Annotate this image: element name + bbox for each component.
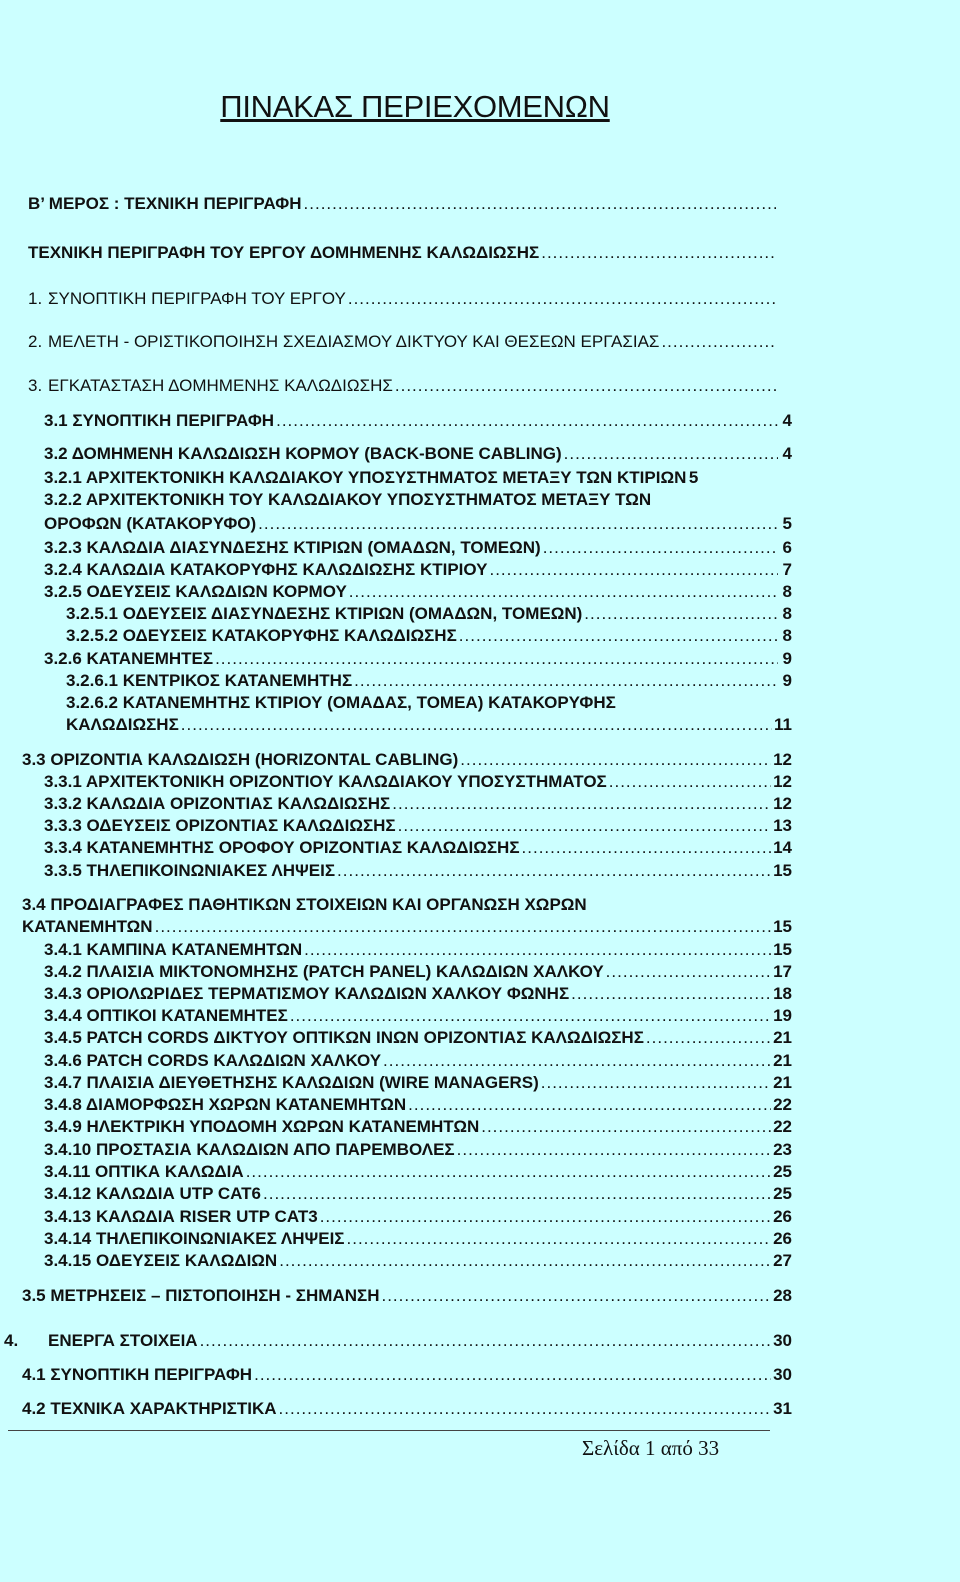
toc-leader-dots: [459, 625, 778, 647]
toc-entry[interactable]: [28, 288, 790, 310]
toc-leader-dots: [304, 939, 771, 961]
toc-leader-dots: [348, 288, 776, 310]
toc-entry-page: 28: [773, 1286, 792, 1305]
footer-divider: [8, 1430, 770, 1431]
toc-entry[interactable]: [44, 467, 792, 489]
toc-entry-title: 3.4.6 PATCH CORDS ΚΑΛΩΔΙΩΝ ΧΑΛΚΟΥ: [44, 1051, 382, 1070]
toc-leader-dots: [254, 1364, 771, 1386]
toc-leader-dots: [258, 513, 778, 535]
toc-leader-dots: [347, 1228, 772, 1250]
toc-entry[interactable]: [44, 1005, 792, 1027]
toc-entry-page: 21: [773, 1028, 792, 1047]
toc-entry-page: 23: [773, 1140, 792, 1159]
toc-leader-dots: [354, 670, 778, 692]
toc-entry-title: 3.5 ΜΕΤΡΗΣΕΙΣ – ΠΙΣΤΟΠΟΙΗΣΗ - ΣΗΜΑΝΣΗ: [22, 1286, 380, 1305]
toc-leader-dots: [609, 771, 771, 793]
toc-entry-page: 15: [773, 861, 792, 880]
toc-entry-title: ΚΑΛΩΔΙΩΣΗΣ: [66, 715, 179, 734]
toc-leader-dots: [481, 1116, 771, 1138]
toc-entry[interactable]: [22, 749, 792, 771]
toc-entry[interactable]: [44, 1094, 792, 1116]
toc-leader-dots: [541, 1072, 771, 1094]
toc-entry-title: 3.4.4 ΟΠΤΙΚΟΙ ΚΑΤΑΝΕΜΗΤΕΣ: [44, 1006, 288, 1025]
toc-entry-title: 3.4.12 ΚΑΛΩΔΙΑ UTP CAT6: [44, 1184, 261, 1203]
toc-entry-page: 15: [773, 917, 792, 936]
toc-leader-dots: [522, 837, 772, 859]
toc-entry-title: 3.2.6.1 ΚΕΝΤΡΙΚΟΣ ΚΑΤΑΝΕΜΗΤΗΣ: [66, 671, 353, 690]
toc-entry-title: 3.4.14 ΤΗΛΕΠΙΚΟΙΝΩΝΙΑΚΕΣ ΛΗΨΕΙΣ: [44, 1229, 345, 1248]
toc-entry-page: 26: [773, 1229, 792, 1248]
toc-entry[interactable]: [22, 916, 792, 938]
toc-entry-page: 5: [782, 514, 792, 533]
toc-entry-page: 4: [782, 444, 792, 463]
toc-entry-page: 22: [773, 1117, 792, 1136]
toc-entry[interactable]: [22, 1285, 792, 1307]
toc-leader-dots: [398, 815, 771, 837]
toc-entry[interactable]: [44, 648, 792, 670]
toc-entry-title: 3.4.10 ΠΡΟΣΤΑΣΙΑ ΚΑΛΩΔΙΩΝ ΑΠΟ ΠΑΡΕΜΒΟΛΕΣ: [44, 1140, 455, 1159]
toc-entry[interactable]: [44, 1027, 792, 1049]
toc-entry-title: 3.2.3 ΚΑΛΩΔΙΑ ΔΙΑΣΥΝΔΕΣΗΣ ΚΤΙΡΙΩΝ (ΟΜΑΔΩΝ, ΤΟΜΕΩΝ): [44, 538, 541, 557]
toc-entry-page: 7: [782, 560, 792, 579]
toc-leader-dots: [661, 331, 776, 353]
toc-entry[interactable]: [44, 771, 792, 793]
toc-entry-title: 3.3.5 ΤΗΛΕΠΙΚΟΙΝΩΝΙΑΚΕΣ ΛΗΨΕΙΣ: [44, 861, 336, 880]
toc-entry[interactable]: [22, 1398, 792, 1420]
toc-leader-dots: [395, 375, 776, 397]
toc-entry-title: 3.2.5.2 ΟΔΕΥΣΕΙΣ ΚΑΤΑΚΟΡΥΦΗΣ ΚΑΛΩΔΙΩΣΗΣ: [66, 626, 457, 645]
toc-entry-title: 3.1 ΣΥΝΟΠΤΙΚΗ ΠΕΡΙΓΡΑΦΗ: [44, 411, 275, 430]
toc-entry[interactable]: [44, 793, 792, 815]
toc-entry-page: 8: [782, 626, 792, 645]
toc-leader-dots: [246, 1161, 771, 1183]
toc-entry-page: 12: [773, 794, 792, 813]
toc-entry-title: ΣΥΝΟΠΤΙΚΗ ΠΕΡΙΓΡΑΦΗ ΤΟΥ ΕΡΓΟΥ: [48, 289, 346, 308]
toc-entry-page: 5: [688, 468, 699, 487]
toc-leader-dots: [543, 537, 778, 559]
toc-leader-dots: [381, 1285, 771, 1307]
toc-entry-page: 27: [773, 1251, 792, 1270]
toc-entry-page: 30: [773, 1331, 792, 1350]
toc-entry-title: 3.2.5.1 ΟΔΕΥΣΕΙΣ ΔΙΑΣΥΝΔΕΣΗΣ ΚΤΙΡΙΩΝ (ΟΜΑΔΩΝ, ΤΟΜΕΩΝ): [66, 604, 583, 623]
toc-entry-line[interactable]: 3.4 ΠΡΟΔΙΑΓΡΑΦΕΣ ΠΑΘΗΤΙΚΩΝ ΣΤΟΙΧΕΙΩΝ ΚΑΙ ΟΡΓΑΝΩΣΗ ΧΩΡΩΝ: [22, 895, 587, 914]
toc-entry-title: 3.4.8 ΔΙΑΜΟΡΦΩΣΗ ΧΩΡΩΝ ΚΑΤΑΝΕΜΗΤΩΝ: [44, 1095, 407, 1114]
toc-leader-dots: [571, 983, 771, 1005]
toc-leader-dots: [606, 961, 771, 983]
toc-leader-dots: [646, 1027, 771, 1049]
toc-entry[interactable]: [28, 331, 790, 353]
toc-entry-line[interactable]: 3.2.6.2 ΚΑΤΑΝΕΜΗΤΗΣ ΚΤΙΡΙΟΥ (ΟΜΑΔΑΣ, ΤΟΜΕΑ) ΚΑΤΑΚΟΡΥΦΗΣ: [66, 693, 616, 712]
toc-entry-title: 3.2.4 ΚΑΛΩΔΙΑ ΚΑΤΑΚΟΡΥΦΗΣ ΚΑΛΩΔΙΩΣΗΣ ΚΤΙΡΙΟΥ: [44, 560, 488, 579]
toc-entry-page: 19: [773, 1006, 792, 1025]
toc-entry-page: 17: [773, 962, 792, 981]
toc-leader-dots: [564, 443, 778, 465]
toc-entry[interactable]: [44, 513, 792, 535]
toc-entry-page: 30: [773, 1365, 792, 1384]
toc-entry-page: 18: [773, 984, 792, 1003]
toc-entry[interactable]: [44, 581, 792, 603]
toc-entry-page: 8: [782, 604, 792, 623]
toc-entry-title: ΤΕΧΝΙΚΗ ΠΕΡΙΓΡΑΦΗ ΤΟΥ ΕΡΓΟΥ ΔΟΜΗΜΕΝΗΣ ΚΑΛΩΔΙΩΣΗΣ: [28, 243, 540, 262]
toc-entry[interactable]: [44, 1072, 792, 1094]
toc-entry-title: 3.4.1 ΚΑΜΠΙΝΑ ΚΑΤΑΝΕΜΗΤΩΝ: [44, 940, 303, 959]
toc-leader-dots: [408, 1094, 771, 1116]
toc-entry-number: 3.: [28, 376, 43, 395]
toc-entry[interactable]: [44, 1228, 792, 1250]
toc-entry[interactable]: [28, 193, 790, 215]
toc-entry-title: ΕΓΚΑΤΑΣΤΑΣΗ ΔΟΜΗΜΕΝΗΣ ΚΑΛΩΔΙΩΣΗΣ: [48, 376, 393, 395]
toc-entry-title: 3.4.11 ΟΠΤΙΚΑ ΚΑΛΩΔΙΑ: [44, 1162, 244, 1181]
toc-entry[interactable]: [44, 1161, 792, 1183]
page-number-footer: Σελίδα 1 από 33: [582, 1436, 720, 1460]
toc-entry-page: 12: [773, 750, 792, 769]
toc-leader-dots: [215, 648, 778, 670]
toc-entry-number: 4.: [4, 1331, 19, 1350]
toc-entry-title: ΟΡΟΦΩΝ (ΚΑΤΑΚΟΡΥΦΟ): [44, 514, 257, 533]
toc-entry[interactable]: [4, 1330, 792, 1352]
toc-leader-dots: [320, 1206, 771, 1228]
toc-entry-page: 21: [773, 1073, 792, 1092]
toc-entry-page: 15: [773, 940, 792, 959]
toc-entry-page: 26: [773, 1207, 792, 1226]
toc-entry[interactable]: [44, 410, 792, 432]
toc-entry-title: ΜΕΛΕΤΗ - ΟΡΙΣΤΙΚΟΠΟΙΗΣΗ ΣΧΕΔΙΑΣΜΟΥ ΔΙΚΤΥΟΥ ΚΑΙ ΘΕΣΕΩΝ ΕΡΓΑΣΙΑΣ: [48, 332, 660, 351]
toc-entry-number: 1.: [28, 289, 43, 308]
toc-leader-dots: [392, 793, 771, 815]
toc-entry-title: 4.2 ΤΕΧΝΙΚΑ ΧΑΡΑΚΤΗΡΙΣΤΙΚΑ: [22, 1399, 277, 1418]
toc-entry-title: 3.2.6 ΚΑΤΑΝΕΜΗΤΕΣ: [44, 649, 214, 668]
toc-leader-dots: [541, 242, 776, 264]
toc-entry-title: 3.2 ΔΟΜΗΜΕΝΗ ΚΑΛΩΔΙΩΣΗ ΚΟΡΜΟΥ (BACK-BONE CABLING): [44, 444, 562, 463]
toc-entry[interactable]: [44, 961, 792, 983]
toc-entry-page: 8: [782, 582, 792, 601]
toc-entry[interactable]: [44, 939, 792, 961]
toc-entry-title: 3.4.2 ΠΛΑΙΣΙΑ ΜΙΚΤΟΝΟΜΗΣΗΣ (PATCH PANEL) ΚΑΛΩΔΙΩΝ ΧΑΛΚΟΥ: [44, 962, 604, 981]
toc-entry[interactable]: [44, 1250, 792, 1272]
toc-leader-dots: [279, 1398, 772, 1420]
toc-entry[interactable]: [66, 670, 792, 692]
page-title: ΠΙΝΑΚΑΣ ΠΕΡΙΕΧΟΜΕΝΩΝ: [220, 89, 610, 124]
toc-entry-title: 3.4.5 PATCH CORDS ΔΙΚΤΥΟΥ ΟΠΤΙΚΩΝ ΙΝΩΝ ΟΡΙΖΟΝΤΙΑΣ ΚΑΛΩΔΙΩΣΗΣ: [44, 1028, 644, 1047]
toc-entry-page: 11: [774, 715, 792, 734]
toc-entry-title: 3.3.3 ΟΔΕΥΣΕΙΣ ΟΡΙΖΟΝΤΙΑΣ ΚΑΛΩΔΙΩΣΗΣ: [44, 816, 396, 835]
toc-entry-page: 22: [773, 1095, 792, 1114]
toc-entry-page: 13: [773, 816, 792, 835]
toc-leader-dots: [457, 1139, 771, 1161]
toc-entry-page: 9: [782, 649, 792, 668]
toc-entry[interactable]: [44, 1206, 792, 1228]
toc-entry-title: Β’ ΜΕΡΟΣ : ΤΕΧΝΙΚΗ ΠΕΡΙΓΡΑΦΗ: [28, 194, 302, 213]
toc-entry[interactable]: [44, 815, 792, 837]
toc-entry[interactable]: [44, 443, 792, 465]
toc-entry-title: 3.2.1 ΑΡΧΙΤΕΚΤΟΝΙΚΗ ΚΑΛΩΔΙΑΚΟΥ ΥΠΟΣΥΣΤΗΜΑΤΟΣ ΜΕΤΑΞΥ ΤΩΝ ΚΤΙΡΙΩΝ: [44, 468, 687, 487]
toc-leader-dots: [584, 603, 778, 625]
toc-entry-title: 3.4.9 ΗΛΕΚΤΡΙΚΗ ΥΠΟΔΟΜΗ ΧΩΡΩΝ ΚΑΤΑΝΕΜΗΤΩΝ: [44, 1117, 480, 1136]
toc-entry[interactable]: [66, 714, 792, 736]
toc-entry-page: 14: [773, 838, 792, 857]
toc-entry-title: 3.2.5 ΟΔΕΥΣΕΙΣ ΚΑΛΩΔΙΩΝ ΚΟΡΜΟΥ: [44, 582, 347, 601]
toc-entry[interactable]: [44, 1183, 792, 1205]
toc-entry-title: ΕΝΕΡΓΑ ΣΤΟΙΧΕΙΑ: [48, 1331, 198, 1350]
toc-entry[interactable]: [22, 1364, 792, 1386]
toc-leader-dots: [337, 860, 771, 882]
toc-leader-dots: [200, 1330, 772, 1352]
toc-entry[interactable]: [44, 837, 792, 859]
toc-entry-page: 6: [782, 538, 792, 557]
toc-entry[interactable]: [28, 375, 790, 397]
toc-entry-page: 4: [782, 411, 792, 430]
toc-entry-page: 12: [773, 772, 792, 791]
toc-leader-dots: [279, 1250, 771, 1272]
toc-leader-dots: [460, 749, 771, 771]
toc-entry-page: 9: [782, 671, 792, 690]
toc-leader-dots: [383, 1050, 771, 1072]
toc-leader-dots: [276, 410, 778, 432]
toc-entry[interactable]: [44, 537, 792, 559]
toc-entry[interactable]: [44, 1050, 792, 1072]
toc-entry-title: 3.3 ΟΡΙΖΟΝΤΙΑ ΚΑΛΩΔΙΩΣΗ (HORIZONTAL CABLING): [22, 750, 459, 769]
toc-leader-dots: [290, 1005, 771, 1027]
toc-entry[interactable]: [28, 242, 790, 264]
toc-leader-dots: [304, 193, 776, 215]
toc-entry[interactable]: [44, 860, 792, 882]
toc-entry-title: 3.4.7 ΠΛΑΙΣΙΑ ΔΙΕΥΘΕΤΗΣΗΣ ΚΑΛΩΔΙΩΝ (WIRE MANAGERS): [44, 1073, 539, 1092]
toc-entry-title: 3.4.13 ΚΑΛΩΔΙΑ RISER UTP CAT3: [44, 1207, 318, 1226]
toc-entry-title: 3.4.15 ΟΔΕΥΣΕΙΣ ΚΑΛΩΔΙΩΝ: [44, 1251, 278, 1270]
toc-entry[interactable]: [44, 1116, 792, 1138]
toc-entry-page: 25: [773, 1184, 792, 1203]
toc-leader-dots: [349, 581, 778, 603]
toc-leader-dots: [155, 916, 771, 938]
toc-entry-title: 3.3.1 ΑΡΧΙΤΕΚΤΟΝΙΚΗ ΟΡΙΖΟΝΤΙΟΥ ΚΑΛΩΔΙΑΚΟΥ ΥΠΟΣΥΣΤΗΜΑΤΟΣ: [44, 772, 607, 791]
toc-entry[interactable]: [66, 625, 792, 647]
toc-entry-title: ΚΑΤΑΝΕΜΗΤΩΝ: [22, 917, 153, 936]
toc-entry-title: 3.4.3 ΟΡΙΟΛΩΡΙΔΕΣ ΤΕΡΜΑΤΙΣΜΟΥ ΚΑΛΩΔΙΩΝ ΧΑΛΚΟΥ ΦΩΝΗΣ: [44, 984, 570, 1003]
toc-entry[interactable]: [44, 1139, 792, 1161]
toc-leader-dots: [489, 559, 778, 581]
toc-leader-dots: [181, 714, 772, 736]
toc-entry[interactable]: [44, 559, 792, 581]
toc-entry-line[interactable]: 3.2.2 ΑΡΧΙΤΕΚΤΟΝΙΚΗ ΤΟΥ ΚΑΛΩΔΙΑΚΟΥ ΥΠΟΣΥΣΤΗΜΑΤΟΣ ΜΕΤΑΞΥ ΤΩΝ: [44, 490, 652, 509]
toc-entry-title: 3.3.4 ΚΑΤΑΝΕΜΗΤΗΣ ΟΡΟΦΟΥ ΟΡΙΖΟΝΤΙΑΣ ΚΑΛΩΔΙΩΣΗΣ: [44, 838, 520, 857]
toc-entry-title: 3.3.2 ΚΑΛΩΔΙΑ ΟΡΙΖΟΝΤΙΑΣ ΚΑΛΩΔΙΩΣΗΣ: [44, 794, 391, 813]
toc-entry-page: 21: [773, 1051, 792, 1070]
toc-entry-page: 31: [773, 1399, 792, 1418]
toc-entry-number: 2.: [28, 332, 43, 351]
toc-leader-dots: [263, 1183, 771, 1205]
toc-entry[interactable]: [66, 603, 792, 625]
toc-entry-page: 25: [773, 1162, 792, 1181]
toc-entry[interactable]: [44, 983, 792, 1005]
toc-entry-title: 4.1 ΣΥΝΟΠΤΙΚΗ ΠΕΡΙΓΡΑΦΗ: [22, 1365, 253, 1384]
